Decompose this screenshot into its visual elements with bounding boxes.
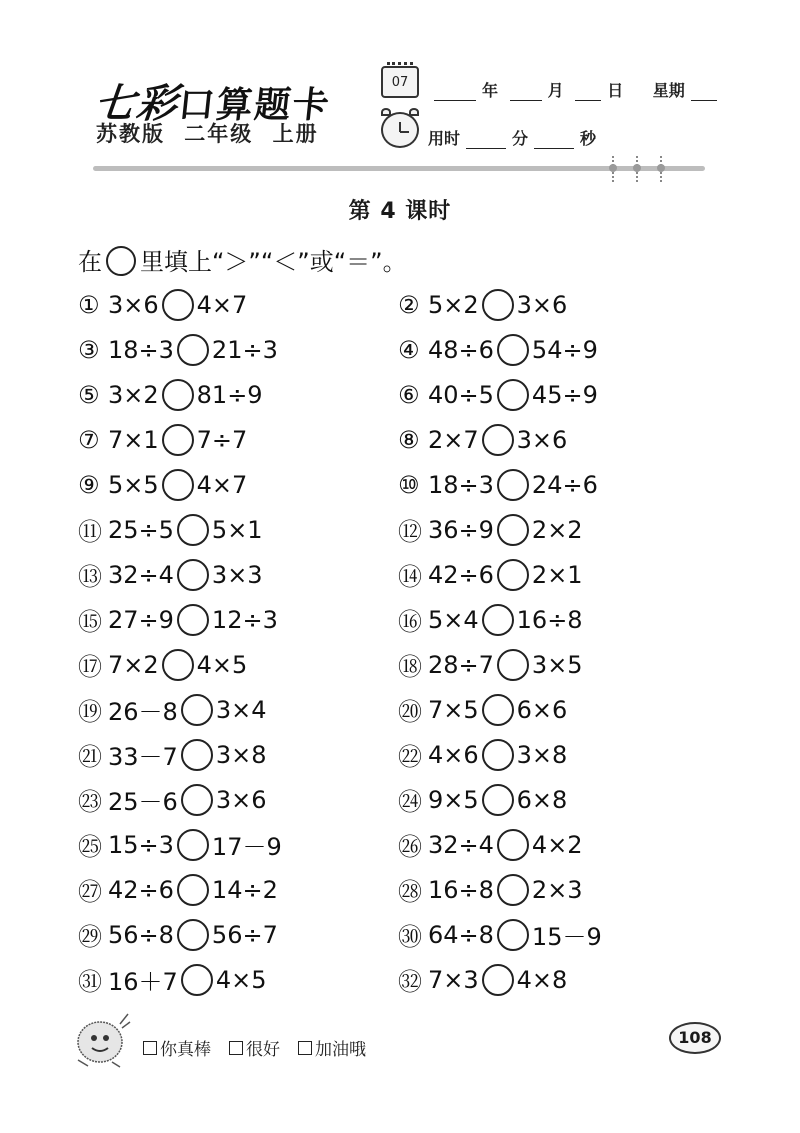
- problem-left: 18÷3: [108, 335, 174, 364]
- problem-item: [78, 557, 398, 592]
- problem-right: 4×8: [516, 965, 568, 994]
- problem-right: 6×8: [516, 785, 568, 814]
- answer-circle[interactable]: [177, 919, 209, 951]
- rating-option-keep-going[interactable]: [298, 1035, 366, 1060]
- rating-options: [143, 1035, 366, 1060]
- alarm-clock-icon: [381, 112, 419, 148]
- problem-row: [78, 822, 718, 867]
- problem-left: 15÷3: [108, 830, 174, 859]
- problem-number: ㉓: [78, 788, 102, 816]
- answer-circle[interactable]: [177, 334, 209, 366]
- answer-circle[interactable]: [162, 469, 194, 501]
- problem-right: 2×1: [531, 560, 583, 589]
- answer-circle[interactable]: [177, 604, 209, 636]
- problem-item: [78, 602, 398, 637]
- problem-left: 3×6: [108, 290, 159, 319]
- problem-item: [78, 334, 398, 366]
- problem-left: 27÷9: [108, 605, 174, 634]
- problem-left: 32÷4: [108, 560, 174, 589]
- problem-left: 28÷7: [428, 650, 494, 679]
- problem-row: [78, 507, 718, 552]
- problem-number: ㉙: [78, 923, 102, 951]
- problem-number: ㉒: [398, 743, 422, 771]
- problem-row: [78, 597, 718, 642]
- answer-circle[interactable]: [482, 604, 514, 636]
- problem-right: 14÷2: [211, 875, 278, 904]
- problem-number: ㉘: [398, 878, 422, 906]
- problem-number: ⑯: [398, 608, 422, 636]
- problem-right: 3×3: [211, 560, 263, 589]
- problem-left: 56÷8: [108, 920, 174, 949]
- problem-left: 16＋7: [108, 968, 178, 996]
- time-used-label: 用时: [428, 129, 461, 148]
- answer-circle[interactable]: [482, 289, 514, 321]
- problem-right: 4×5: [196, 650, 248, 679]
- problem-item: [398, 872, 718, 907]
- lesson-title: 第 4 课时: [348, 199, 452, 224]
- answer-circle[interactable]: [497, 334, 529, 366]
- problem-number: ㉕: [78, 833, 102, 861]
- problem-left: 5×4: [428, 605, 479, 634]
- problem-row: [78, 957, 718, 1002]
- problem-row: [78, 912, 718, 957]
- answer-circle[interactable]: [162, 649, 194, 681]
- answer-circle[interactable]: [482, 784, 514, 816]
- problem-item: [78, 379, 398, 411]
- problem-right: 4×2: [531, 830, 583, 859]
- problem-right: 4×5: [215, 965, 267, 994]
- answer-circle[interactable]: [497, 379, 529, 411]
- weekday-blank[interactable]: [691, 87, 717, 101]
- rating-label: 很好: [246, 1040, 280, 1060]
- problem-number: ⑱: [398, 653, 422, 681]
- answer-circle[interactable]: [181, 784, 213, 816]
- problem-number: ⑤: [78, 380, 100, 409]
- problem-row: [78, 282, 718, 327]
- problem-right: 7÷7: [196, 425, 248, 454]
- problem-right: 21÷3: [211, 335, 278, 364]
- calendar-rings: [387, 62, 413, 70]
- decor-bead: [660, 156, 667, 182]
- answer-circle[interactable]: [162, 289, 194, 321]
- problem-item: [78, 962, 398, 997]
- rating-label: 加油哦: [315, 1040, 366, 1060]
- answer-circle[interactable]: [497, 829, 529, 861]
- problem-number: ⑦: [78, 425, 100, 454]
- problem-row: [78, 732, 718, 777]
- problem-left: 26－8: [108, 698, 178, 726]
- answer-circle[interactable]: [181, 694, 213, 726]
- problem-left: 7×3: [428, 965, 479, 994]
- problem-row: [78, 417, 718, 462]
- problem-right: 16÷8: [516, 605, 583, 634]
- problem-left: 33－7: [108, 743, 178, 771]
- problem-left: 42÷6: [108, 875, 174, 904]
- answer-circle[interactable]: [177, 874, 209, 906]
- problem-right: 3×6: [215, 785, 267, 814]
- problem-number: ㉚: [398, 923, 422, 951]
- logo-first: 七彩: [92, 81, 182, 127]
- problem-number: ⑲: [78, 698, 102, 726]
- rating-option-great[interactable]: [143, 1035, 211, 1060]
- problem-right: 3×4: [215, 695, 267, 724]
- year-label: 年: [482, 81, 499, 100]
- answer-circle[interactable]: [177, 829, 209, 861]
- problem-right: 3×8: [215, 740, 267, 769]
- problem-number: ㉛: [78, 968, 102, 996]
- problem-item: [398, 424, 718, 456]
- answer-circle[interactable]: [482, 694, 514, 726]
- problem-right: 5×1: [211, 515, 263, 544]
- problem-number: ⑬: [78, 563, 102, 591]
- problem-number: ㉖: [398, 833, 422, 861]
- problem-left: 5×5: [108, 470, 159, 499]
- problem-row: [78, 687, 718, 732]
- instruction-before: 在: [78, 248, 102, 276]
- problem-right: 81÷9: [196, 380, 263, 409]
- problem-item: [398, 334, 718, 366]
- problem-left: 9×5: [428, 785, 479, 814]
- problem-number: ⑮: [78, 608, 102, 636]
- problem-item: [398, 289, 718, 321]
- logo-rest: 口算题卡: [176, 85, 333, 126]
- month-label: 月: [547, 81, 564, 100]
- problem-row: [78, 867, 718, 912]
- problem-right: 3×6: [516, 425, 568, 454]
- checkbox[interactable]: [298, 1041, 312, 1055]
- day-blank[interactable]: [575, 87, 601, 101]
- problem-item: [78, 469, 398, 501]
- rating-option-good[interactable]: [229, 1035, 280, 1060]
- problem-row: [78, 462, 718, 507]
- problem-left: 42÷6: [428, 560, 494, 589]
- problem-number: ㉜: [398, 968, 422, 996]
- problem-row: [78, 552, 718, 597]
- page-number: 108: [669, 1022, 721, 1054]
- rating-label: 你真棒: [160, 1040, 211, 1060]
- problem-right: 4×7: [196, 470, 248, 499]
- problem-right: 3×6: [516, 290, 568, 319]
- problem-right: 17－9: [211, 833, 282, 861]
- second-blank[interactable]: [534, 135, 574, 149]
- problem-left: 25－6: [108, 788, 178, 816]
- answer-circle[interactable]: [497, 559, 529, 591]
- problem-item: [78, 512, 398, 547]
- answer-circle[interactable]: [162, 379, 194, 411]
- clock-minute-hand: [400, 131, 409, 133]
- problem-number: ⑧: [398, 425, 420, 454]
- problem-left: 36÷9: [428, 515, 494, 544]
- clock-bell-right: [409, 108, 419, 116]
- problem-right: 12÷3: [211, 605, 278, 634]
- problem-left: 5×2: [428, 290, 479, 319]
- problem-right: 2×3: [531, 875, 583, 904]
- date-line: [428, 78, 723, 101]
- problem-left: 48÷6: [428, 335, 494, 364]
- problem-item: [78, 692, 398, 727]
- problem-number: ㉔: [398, 788, 422, 816]
- problem-item: [398, 379, 718, 411]
- problem-right: 45÷9: [531, 380, 598, 409]
- minute-label: 分: [512, 129, 529, 148]
- problem-item: [398, 647, 718, 682]
- answer-circle[interactable]: [482, 964, 514, 996]
- problem-number: ⑫: [398, 518, 422, 546]
- problem-number: ⑩: [398, 470, 420, 499]
- problem-right: 6×6: [516, 695, 568, 724]
- problem-number: ①: [78, 290, 100, 319]
- problem-item: [78, 737, 398, 772]
- decor-bead: [636, 156, 643, 182]
- problem-item: [398, 557, 718, 592]
- problem-left: 4×6: [428, 740, 479, 769]
- problem-item: [398, 602, 718, 637]
- decor-bead: [612, 156, 619, 182]
- problem-left: 7×2: [108, 650, 159, 679]
- calendar-icon: [381, 66, 419, 98]
- problem-right: 24÷6: [531, 470, 598, 499]
- weekday-label: 星期: [652, 81, 685, 100]
- problem-item: [398, 512, 718, 547]
- problem-number: ⑪: [78, 518, 102, 546]
- problem-number: ㉗: [78, 878, 102, 906]
- answer-circle[interactable]: [181, 739, 213, 771]
- answer-circle[interactable]: [177, 514, 209, 546]
- problem-left: 32÷4: [428, 830, 494, 859]
- instruction: [78, 242, 407, 280]
- checkbox[interactable]: [143, 1041, 157, 1055]
- problem-item: [78, 917, 398, 952]
- problem-left: 7×1: [108, 425, 159, 454]
- problem-right: 4×7: [196, 290, 248, 319]
- problem-item: [398, 782, 718, 817]
- problem-number: ㉑: [78, 743, 102, 771]
- instruction-after: 里填上“＞”“＜”或“＝”。: [140, 248, 407, 276]
- answer-circle[interactable]: [177, 559, 209, 591]
- problem-item: [78, 827, 398, 862]
- footer: [0, 1000, 800, 1080]
- problem-item: [78, 424, 398, 456]
- problem-left: 25÷5: [108, 515, 174, 544]
- answer-circle[interactable]: [497, 649, 529, 681]
- problem-row: [78, 642, 718, 687]
- problem-item: [398, 469, 718, 501]
- problem-row: [78, 327, 718, 372]
- clock-bell-left: [381, 108, 391, 116]
- problem-item: [398, 737, 718, 772]
- problem-right: 2×2: [531, 515, 583, 544]
- problem-left: 40÷5: [428, 380, 494, 409]
- answer-circle[interactable]: [482, 424, 514, 456]
- day-label: 日: [607, 81, 624, 100]
- answer-circle[interactable]: [497, 469, 529, 501]
- answer-circle[interactable]: [497, 514, 529, 546]
- minute-blank[interactable]: [466, 135, 506, 149]
- problem-right: 15－9: [531, 923, 602, 951]
- answer-circle[interactable]: [497, 919, 529, 951]
- problem-item: [398, 692, 718, 727]
- problem-number: ⑨: [78, 470, 100, 499]
- problem-number: ⑳: [398, 698, 422, 726]
- problem-left: 64÷8: [428, 920, 494, 949]
- answer-circle[interactable]: [497, 874, 529, 906]
- time-line: [428, 126, 596, 149]
- problem-number: ⑭: [398, 563, 422, 591]
- problem-number: ⑥: [398, 380, 420, 409]
- mascot-icon: [70, 1010, 132, 1068]
- problem-left: 16÷8: [428, 875, 494, 904]
- problem-item: [78, 782, 398, 817]
- problem-item: [78, 289, 398, 321]
- problem-right: 3×8: [516, 740, 568, 769]
- problem-right: 54÷9: [531, 335, 598, 364]
- problem-item: [398, 962, 718, 997]
- problem-right: 56÷7: [211, 920, 278, 949]
- answer-circle[interactable]: [181, 964, 213, 996]
- problem-right: 3×5: [531, 650, 583, 679]
- month-blank[interactable]: [510, 87, 542, 101]
- problem-number: ②: [398, 290, 420, 319]
- year-blank[interactable]: [434, 87, 476, 101]
- header: [0, 0, 800, 224]
- instruction-circle-icon: [106, 246, 136, 276]
- problem-row: [78, 372, 718, 417]
- problem-item: [78, 647, 398, 682]
- problem-left: 7×5: [428, 695, 479, 724]
- answer-circle[interactable]: [482, 739, 514, 771]
- problem-left: 3×2: [108, 380, 159, 409]
- problem-number: ④: [398, 335, 420, 364]
- problem-item: [398, 917, 718, 952]
- problem-number: ③: [78, 335, 100, 364]
- problem-left: 18÷3: [428, 470, 494, 499]
- problem-grid: [78, 282, 718, 1002]
- problem-row: [78, 777, 718, 822]
- answer-circle[interactable]: [162, 424, 194, 456]
- second-label: 秒: [580, 129, 597, 148]
- problem-item: [78, 872, 398, 907]
- problem-item: [398, 827, 718, 862]
- problem-left: 2×7: [428, 425, 479, 454]
- checkbox[interactable]: [229, 1041, 243, 1055]
- subtitle: 苏教版 二年级 上册: [96, 122, 319, 146]
- calendar-day: 07: [391, 75, 409, 90]
- problem-number: ⑰: [78, 653, 102, 681]
